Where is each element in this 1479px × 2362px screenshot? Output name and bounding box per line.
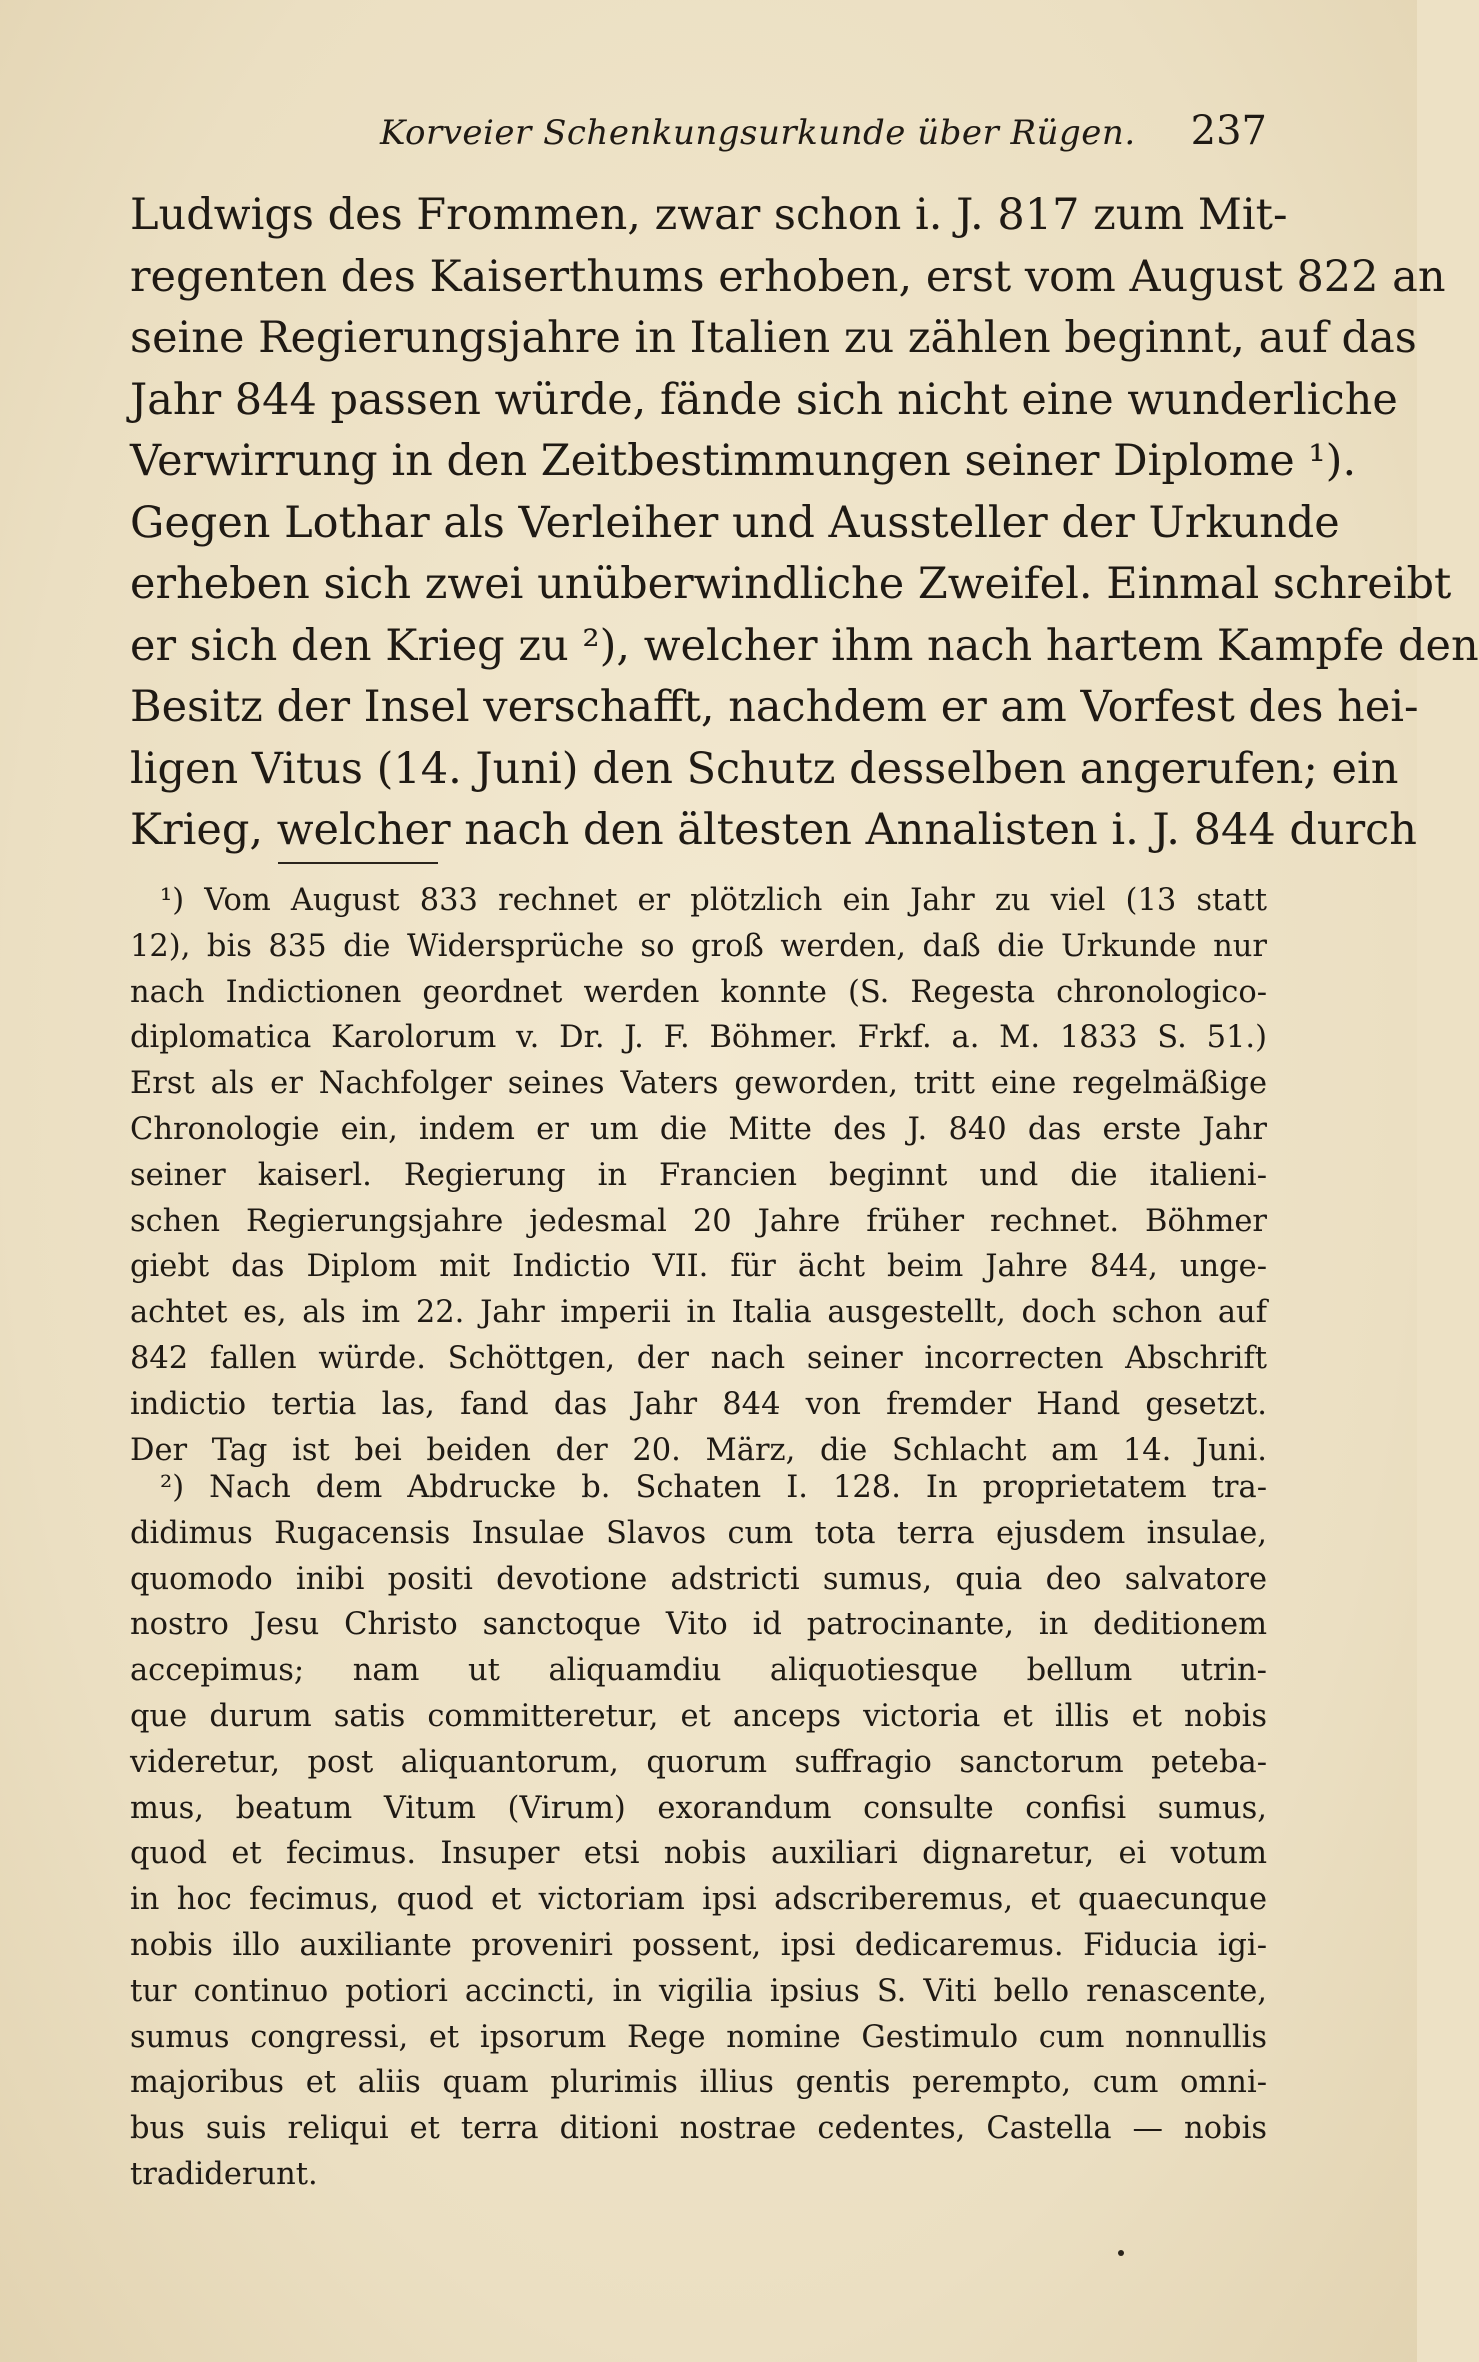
footnote-line: nach Indictionen geordnet werden konnte (S. Regesta chronologico- [130,974,1267,1010]
footnote-line: majoribus et aliis quam plurimis illius gentis perempto, cum omni- [130,2065,1267,2101]
footnote-divider [278,862,438,864]
footnote-line: diplomatica Karolorum v. Dr. J. F. Böhmer. Frkf. a. M. 1833 S. 51.) [130,1020,1267,1056]
footnote-line: nobis illo auxiliante proveniri possent, ipsi dedicaremus. Fiducia igi- [130,1927,1267,1963]
footnote-line: mus, beatum Vitum (Virum) exorandum consulte confisi sumus, [130,1790,1267,1826]
text-line: Jahr 844 passen würde, fände sich nicht eine wunderliche [130,374,1398,425]
text-line: Gegen Lothar als Verleiher und Aussteller der Urkunde [130,497,1340,548]
text-line: Krieg, welcher nach den ältesten Annalisten i. J. 844 durch [130,805,1417,855]
main-text [130,185,1479,862]
footnote-line: indictio tertia las, fand das Jahr 844 von fremder Hand gesetzt. [130,1386,1267,1422]
footnote-line: sumus congressi, et ipsorum Rege nomine Gestimulo cum nonnullis [130,2019,1267,2055]
footnote-line: que durum satis committeretur, et anceps victoria et illis et nobis [130,1698,1267,1734]
footnote-line: videretur, post aliquantorum, quorum suffragio sanctorum peteba- [130,1744,1267,1780]
text-line: er sich den Krieg zu ²), welcher ihm nach hartem Kampfe den [130,620,1479,671]
footnote-line: tradiderunt. [130,2156,318,2192]
footnote-line: bus suis reliqui et terra ditioni nostrae cedentes, Castella — nobis [130,2111,1267,2147]
footnote-1 [130,878,1267,1473]
page-number: 237 [1190,108,1267,154]
text-line: Verwirrung in den Zeitbestimmungen seiner Diplome ¹). [130,436,1357,486]
ink-speck [1118,2250,1124,2256]
footnote-line: Chronologie ein, indem er um die Mitte des J. 840 das erste Jahr [130,1111,1267,1147]
text-line: Ludwigs des Frommen, zwar schon i. J. 817 zum Mit- [130,190,1288,240]
footnote-line: didimus Rugacensis Insulae Slavos cum tota terra ejusdem insulae, [130,1515,1267,1551]
text-line: ligen Vitus (14. Juni) den Schutz desselben angerufen; ein [130,743,1399,794]
text-line: regenten des Kaiserthums erhoben, erst vom August 822 an [130,251,1446,302]
footnote-line: tur continuo potiori accincti, in vigilia ipsius S. Viti bello renascente, [130,1973,1267,2009]
footnote-line: quod et fecimus. Insuper etsi nobis auxiliari dignaretur, ei votum [130,1836,1267,1872]
footnote-line: accepimus; nam ut aliquamdiu aliquotiesque bellum utrin- [130,1653,1267,1689]
footnote-line: schen Regierungsjahre jedesmal 20 Jahre früher rechnet. Böhmer [130,1203,1267,1239]
footnote-line: quomodo inibi positi devotione adstricti sumus, quia deo salvatore [130,1561,1267,1597]
footnote-line: 842 fallen würde. Schöttgen, der nach seiner incorrecten Abschrift [130,1340,1267,1376]
footnote-line: 12), bis 835 die Widersprüche so groß werden, daß die Urkunde nur [130,928,1267,964]
footnote-line: seiner kaiserl. Regierung in Francien beginnt und die italieni- [130,1157,1267,1193]
text-line: seine Regierungsjahre in Italien zu zählen beginnt, auf das [130,313,1417,363]
footnote-line: ¹) Vom August 833 rechnet er plötzlich ein Jahr zu viel (13 statt [160,883,1267,918]
footnote-line: ²) Nach dem Abdrucke b. Schaten I. 128. In proprietatem tra- [160,1470,1267,1505]
text-line: Besitz der Insel verschafft, nachdem er am Vorfest des hei- [130,682,1419,732]
text-line: erheben sich zwei unüberwindliche Zweifel. Einmal schreibt [130,559,1452,609]
footnote-line: nostro Jesu Christo sanctoque Vito id patrocinante, in deditionem [130,1607,1267,1643]
footnote-2 [130,1465,1267,2198]
footnote-line: in hoc fecimus, quod et victoriam ipsi adscriberemus, et quaecunque [130,1882,1267,1918]
footnote-line: Der Tag ist bei beiden der 20. März, die Schlacht am 14. Juni. [130,1432,1267,1468]
footnote-line: giebt das Diplom mit Indictio VII. für ächt beim Jahre 844, unge- [130,1249,1267,1285]
running-title: Korveier Schenkungsurkunde über Rügen. [380,113,1136,153]
footnote-line: achtet es, als im 22. Jahr imperii in Italia ausgestellt, doch schon auf [130,1295,1267,1331]
footnote-line: Erst als er Nachfolger seines Vaters geworden, tritt eine regelmäßige [130,1066,1267,1102]
page-header [130,108,1267,168]
